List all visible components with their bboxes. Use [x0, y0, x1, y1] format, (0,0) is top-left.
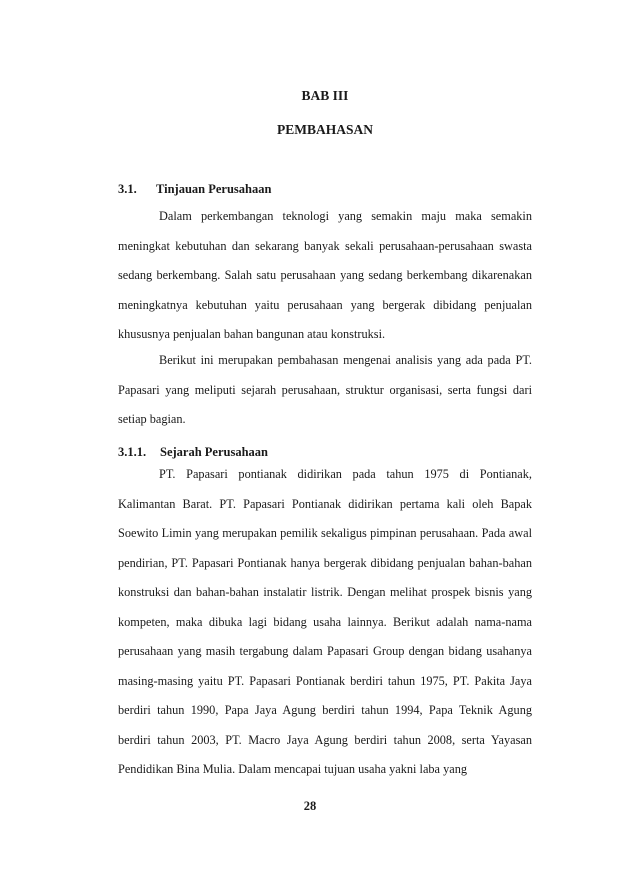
chapter-title: PEMBAHASAN — [276, 122, 373, 137]
chapter-number: BAB III — [301, 88, 349, 103]
paragraph: PT. Papasari pontianak didirikan pada tahun 1975 di Pontianak, Kalimantan Barat. PT. Papasari Pontianak didirikan pertama kali oleh Bapak Soewito Limin yang merupakan pemilik sekaligus pimpinan perusahaan. Pada awal pendirian, PT. Papasari Pontianak hanya bergerak dibidang penjualan bahan-bahan konstruksi dan bahan-bahan instalatir listrik. Dengan melihat prospek bisnis yang kompeten, maka dibuka lagi bidang usaha lainnya. Berikut adalah nama-nama perusahaan yang masih tergabung dalam Papasari Group dengan bidang usahanya masing-masing yaitu PT. Papasari Pontianak berdiri tahun 1975, PT. Pakita Jaya berdiri tahun 1990, Papa Jaya Agung berdiri tahun 1994, Papa Teknik Agung berdiri tahun 2003, PT. Macro Jaya Agung berdiri tahun 2008, serta Yayasan Pendidikan Bina Mulia. Dalam mencapai tujuan usaha yakni laba yang — [118, 467, 532, 776]
section-heading-3-1 — [118, 182, 271, 197]
paragraph: Dalam perkembangan teknologi yang semakin maju maka semakin meningkat kebutuhan dan sekarang banyak sekali perusahaan-perusahaan swasta sedang berkembang. Salah satu perusahaan yang sedang berkembang dikarenakan meningkatnya kebutuhan yaitu perusahaan yang bergerak dibidang penjualan khususnya penjualan bahan bangunan atau konstruksi. — [118, 209, 532, 341]
section-heading-3-1-1 — [118, 445, 268, 460]
section-number: 3.1.1. — [118, 445, 147, 459]
page-number: 28 — [303, 799, 317, 813]
section-title: Sejarah Perusahaan — [160, 445, 268, 459]
section-title: Tinjauan Perusahaan — [156, 182, 272, 196]
paragraph: Berikut ini merupakan pembahasan mengenai analisis yang ada pada PT. Papasari yang meliputi sejarah perusahaan, struktur organisasi, serta fungsi dari setiap bagian. — [118, 353, 532, 426]
section-number: 3.1. — [118, 182, 137, 196]
